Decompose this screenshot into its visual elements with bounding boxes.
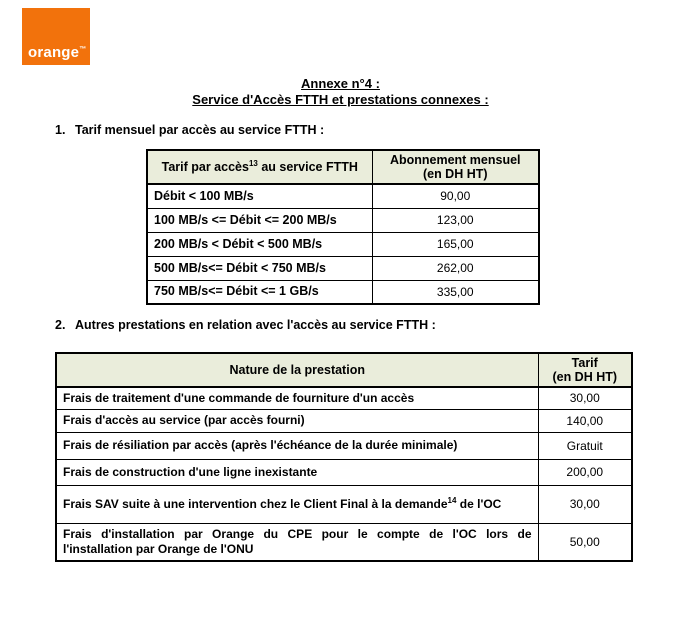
- table1-header-abonnement-mensuel: [372, 150, 539, 184]
- table1-header-tarif-par-acces: Tarif par accès$^{13}$ au service FTTH: [147, 150, 372, 184]
- table-row: [56, 485, 632, 523]
- table-row: [147, 232, 539, 256]
- tariff-value-cell: 30,00: [538, 387, 632, 409]
- orange-logo-text: [28, 45, 86, 60]
- table-row: [147, 280, 539, 304]
- document-title: [0, 76, 681, 108]
- tariff-value-cell: 200,00: [538, 459, 632, 485]
- table-row: [56, 523, 632, 561]
- table1-header-abonnement-line1: Abonnement mensuel: [389, 153, 521, 167]
- section-1-title: Tarif mensuel par accès au service FTTH :: [75, 123, 325, 137]
- row-label-cell: Frais de traitement d'une commande de fourniture d'un accès: [56, 387, 538, 409]
- table-row: [147, 256, 539, 280]
- section-1-number: 1.: [55, 123, 66, 137]
- table2-header-row: [56, 353, 632, 387]
- footnote-reference: 13: [248, 158, 258, 168]
- row-label-cell: Frais d'installation par Orange du CPE pour le compte de l'OC lors de l'installation par Orange de l'ONU: [56, 523, 538, 561]
- row-label-cell: 100 MB/s <= Débit <= 200 MB/s: [147, 208, 372, 232]
- tariff-value-cell: 262,00: [372, 256, 539, 280]
- table-row: [56, 409, 632, 432]
- table-row: [56, 459, 632, 485]
- tariff-value-cell: 90,00: [372, 184, 539, 208]
- table-row: [56, 387, 632, 409]
- table2-header-tarif: [538, 353, 632, 387]
- table-row: [147, 184, 539, 208]
- tariff-value-cell: 335,00: [372, 280, 539, 304]
- section-2-number: 2.: [55, 318, 66, 332]
- row-label-cell: Frais d'accès au service (par accès fourni): [56, 409, 538, 432]
- table1-header-row: [147, 150, 539, 184]
- title-line-1: Annexe n°4 :: [301, 76, 380, 91]
- title-line-2: Service d'Accès FTTH et prestations connexes :: [192, 92, 489, 107]
- tariff-value-cell: 140,00: [538, 409, 632, 432]
- table-row: [56, 432, 632, 459]
- orange-logo: [22, 8, 90, 65]
- table-row: [147, 208, 539, 232]
- table1-body: [147, 184, 539, 304]
- row-label-cell: Frais de résiliation par accès (après l'échéance de la durée minimale): [56, 432, 538, 459]
- row-label-cell: Frais SAV suite à une intervention chez le Client Final à la demande$^{14}$ de l'OC: [56, 485, 538, 523]
- ftth-monthly-tariff-table: [146, 149, 540, 305]
- table2-header-tarif-line1: Tarif: [571, 356, 598, 370]
- row-label-cell: 200 MB/s < Débit < 500 MB/s: [147, 232, 372, 256]
- row-label-cell: Frais de construction d'une ligne inexistante: [56, 459, 538, 485]
- section-2-heading: [55, 318, 436, 332]
- table2-body: [56, 387, 632, 561]
- orange-logo-wordmark: orange: [28, 44, 80, 61]
- table2-header-nature-prestation: Nature de la prestation: [56, 353, 538, 387]
- footnote-reference: 14: [447, 495, 457, 505]
- section-1-heading: [55, 123, 324, 137]
- tariff-value-cell: 123,00: [372, 208, 539, 232]
- tariff-value-cell: Gratuit: [538, 432, 632, 459]
- table2-header-tarif-line2: (en DH HT): [552, 370, 618, 384]
- tariff-value-cell: 50,00: [538, 523, 632, 561]
- trademark-symbol: ™: [79, 46, 87, 53]
- row-label-cell: Débit < 100 MB/s: [147, 184, 372, 208]
- table1-header-abonnement-line2: (en DH HT): [422, 167, 488, 181]
- section-2-title: Autres prestations en relation avec l'accès au service FTTH :: [75, 318, 436, 332]
- row-label-cell: 500 MB/s<= Débit < 750 MB/s: [147, 256, 372, 280]
- row-label-cell: 750 MB/s<= Débit <= 1 GB/s: [147, 280, 372, 304]
- tariff-value-cell: 30,00: [538, 485, 632, 523]
- other-prestations-table: [55, 352, 633, 562]
- tariff-value-cell: 165,00: [372, 232, 539, 256]
